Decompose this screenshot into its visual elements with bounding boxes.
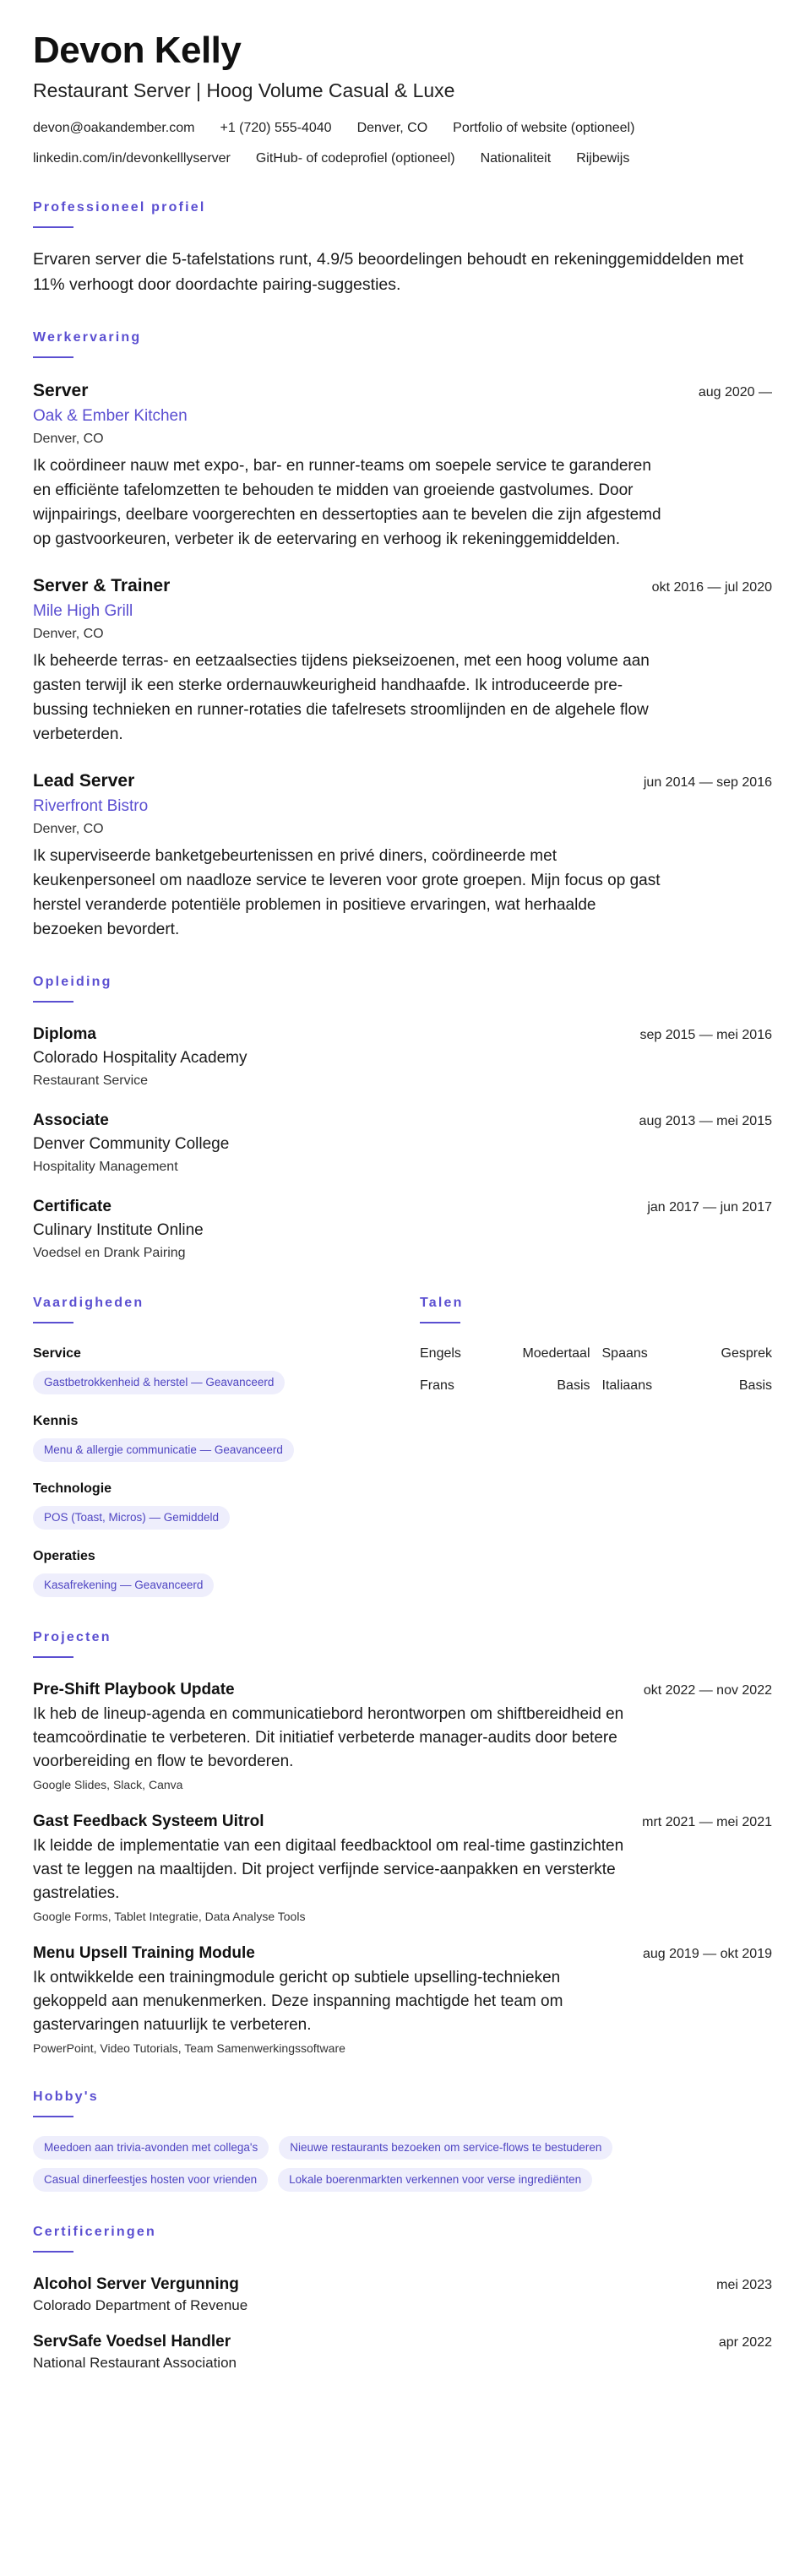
hobbies-section	[33, 2089, 772, 2192]
education-field: Voedsel en Drank Pairing	[33, 1246, 186, 1260]
language-item	[420, 1378, 590, 1394]
education-entry	[33, 1111, 772, 1177]
project-name: Pre-Shift Playbook Update	[33, 1681, 235, 1698]
education-entry	[33, 1024, 772, 1090]
contact-linkedin[interactable]: linkedin.com/in/devonkelllyserver	[33, 151, 231, 166]
job-date: aug 2020 —	[698, 385, 772, 399]
contact-phone[interactable]: +1 (720) 555-4040	[220, 121, 332, 135]
profile-section	[33, 199, 772, 297]
language-level: Moedertaal	[522, 1346, 590, 1361]
education-degree: Certificate	[33, 1198, 112, 1215]
job-location: Denver, CO	[33, 432, 104, 446]
certification-issuer: National Restaurant Association	[33, 2355, 237, 2371]
education-entry	[33, 1197, 772, 1263]
project-tools: PowerPoint, Video Tutorials, Team Samenwerkingssoftware	[33, 2041, 345, 2055]
skill-category: Service	[33, 1346, 81, 1361]
job-title: Server	[33, 381, 89, 400]
education-degree: Associate	[33, 1111, 109, 1129]
section-divider	[33, 226, 73, 228]
section-title: Talen	[420, 1296, 464, 1310]
skill-category: Kennis	[33, 1414, 79, 1428]
projects-section	[33, 1629, 772, 2057]
section-title: Certificeringen	[33, 2225, 156, 2239]
experience-section	[33, 329, 772, 942]
experience-entry	[33, 380, 772, 552]
job-location: Denver, CO	[33, 822, 104, 836]
section-divider	[33, 2116, 73, 2117]
hobby-chip: Casual dinerfeestjes hosten voor vrienden	[33, 2168, 268, 2192]
certification-date: mei 2023	[716, 2278, 772, 2292]
certification-entry	[33, 2274, 772, 2315]
language-item	[602, 1378, 773, 1394]
hobby-list	[33, 2136, 772, 2192]
section-title: Professioneel profiel	[33, 200, 206, 215]
language-name: Italiaans	[601, 1378, 653, 1393]
section-title: Werkervaring	[33, 330, 142, 345]
certification-name: ServSafe Voedsel Handler	[33, 2333, 231, 2350]
education-date: sep 2015 — mei 2016	[639, 1028, 772, 1042]
section-title: Vaardigheden	[33, 1296, 144, 1310]
project-date: mrt 2021 — mei 2021	[642, 1815, 772, 1829]
section-divider	[33, 1001, 73, 1003]
skill-group	[33, 1548, 420, 1597]
section-divider	[33, 2251, 73, 2253]
project-name: Gast Feedback Systeem Uitrol	[33, 1812, 264, 1830]
project-tools: Google Slides, Slack, Canva	[33, 1778, 183, 1791]
section-divider	[420, 1322, 460, 1323]
job-date: jun 2014 — sep 2016	[643, 775, 772, 790]
language-item	[602, 1345, 773, 1362]
skill-chip: Kasafrekening — Geavanceerd	[33, 1573, 214, 1597]
section-divider	[33, 356, 73, 358]
language-name: Spaans	[601, 1346, 648, 1361]
skill-group	[33, 1481, 420, 1530]
education-school: Denver Community College	[33, 1135, 230, 1153]
contact-list	[33, 120, 772, 167]
skill-category: Technologie	[33, 1481, 112, 1496]
skill-chip: Gastbetrokkenheid & herstel — Geavanceerd	[33, 1371, 285, 1394]
skill-chip: POS (Toast, Micros) — Gemiddeld	[33, 1506, 230, 1530]
project-tools: Google Forms, Tablet Integratie, Data Analyse Tools	[33, 1910, 306, 1923]
job-description: Ik coördineer nauw met expo-, bar- en runner-teams om soepele service te garanderen en efficiënte tafelomzetten te behouden te midden van groeiende gastvolumes. Door wijnpairings, deelbare voorgerechten en dessertopties aan te bevelen die zijn afgestemd op gastvoorkeuren, verbeter ik de eetervaring en verhoog ik rekeninggemiddelden.	[33, 457, 661, 548]
education-date: jan 2017 — jun 2017	[647, 1200, 772, 1215]
project-entry	[33, 1943, 772, 2057]
education-section	[33, 974, 772, 1263]
contact-portfolio[interactable]: Portfolio of website (optioneel)	[453, 121, 635, 135]
skills-languages-row	[33, 1295, 772, 1597]
skill-chip: Menu & allergie communicatie — Geavanceerd	[33, 1438, 294, 1462]
experience-entry	[33, 770, 772, 942]
certification-date: apr 2022	[718, 2335, 772, 2350]
contact-location: Denver, CO	[356, 121, 428, 135]
skill-category: Operaties	[33, 1549, 95, 1563]
job-company: Riverfront Bistro	[33, 797, 149, 815]
contact-github[interactable]: GitHub- of codeprofiel (optioneel)	[255, 151, 455, 166]
education-degree: Diploma	[33, 1025, 96, 1043]
section-title: Hobby's	[33, 2090, 99, 2104]
language-item	[420, 1345, 590, 1362]
project-description: Ik ontwikkelde een trainingmodule gericht op subtiele upselling-technieken gekoppeld aan menukenmerken. Deze inspanning machtigde het team om gastervaringen natuurlijk te verbeteren.	[33, 1969, 563, 2034]
project-entry	[33, 1812, 772, 1925]
section-divider	[33, 1656, 73, 1658]
language-list	[420, 1345, 772, 1394]
contact-nationality: Nationaliteit	[480, 151, 552, 166]
certification-name: Alcohol Server Vergunning	[33, 2275, 239, 2293]
job-date: okt 2016 — jul 2020	[651, 580, 772, 595]
language-name: Engels	[420, 1346, 461, 1361]
certification-entry	[33, 2332, 772, 2372]
education-school: Culinary Institute Online	[33, 1221, 204, 1239]
education-field: Hospitality Management	[33, 1160, 178, 1174]
section-title: Projecten	[33, 1630, 112, 1644]
hobby-chip: Lokale boerenmarkten verkennen voor verse ingrediënten	[278, 2168, 592, 2192]
skill-group	[33, 1413, 420, 1462]
job-title: Server & Trainer	[33, 576, 171, 595]
language-level: Basis	[738, 1378, 772, 1393]
section-title: Opleiding	[33, 975, 112, 989]
certifications-section	[33, 2224, 772, 2372]
job-location: Denver, CO	[33, 627, 104, 641]
language-name: Frans	[420, 1378, 454, 1393]
project-entry	[33, 1680, 772, 1793]
hobby-chip: Meedoen aan trivia-avonden met collega's	[33, 2136, 269, 2160]
project-date: okt 2022 — nov 2022	[643, 1683, 772, 1698]
education-date: aug 2013 — mei 2015	[639, 1114, 772, 1128]
project-description: Ik leidde de implementatie van een digitaal feedbacktool om real-time gastinzichten vast te leggen na maaltijden. Dit project verfijnde service-aanpakken en versterkte gastrelaties.	[33, 1837, 624, 1902]
project-description: Ik heb de lineup-agenda en communicatiebord herontworpen om shiftbereidheid en teamcoördinatie te verbeteren. Dit initiatief verbeterde manager-audits door betere voorbereiding en flow te bevorderen.	[33, 1705, 624, 1770]
contact-email[interactable]: devon@oakandember.com	[33, 121, 195, 135]
language-level: Basis	[557, 1378, 590, 1393]
job-title: Lead Server	[33, 771, 135, 791]
contact-drivers-license: Rijbewijs	[576, 151, 630, 166]
candidate-name: Devon Kelly	[33, 30, 242, 71]
job-description: Ik superviseerde banketgebeurtenissen en privé diners, coördineerde met keukenpersoneel om naadloze service te leveren voor grote groepen. Mijn focus op gast herstel veranderde potentiële problemen in positieve ervaringen, wat herhaalde bezoeken bevordert.	[33, 847, 661, 938]
education-school: Colorado Hospitality Academy	[33, 1049, 247, 1067]
job-company: Mile High Grill	[33, 602, 133, 620]
job-company: Oak & Ember Kitchen	[33, 407, 188, 425]
skills-section	[33, 1295, 420, 1597]
skill-group	[33, 1345, 420, 1394]
education-field: Restaurant Service	[33, 1073, 149, 1088]
experience-entry	[33, 575, 772, 747]
section-divider	[33, 1322, 73, 1323]
profile-summary: Ervaren server die 5-tafelstations runt, 4.9/5 beoordelingen behoudt en rekeninggemiddelden met 11% verhoogt door doordachte pairing-suggesties.	[33, 250, 744, 294]
hobby-chip: Nieuwe restaurants bezoeken om service-flows te bestuderen	[279, 2136, 612, 2160]
certification-issuer: Colorado Department of Revenue	[33, 2297, 248, 2313]
candidate-headline: Restaurant Server | Hoog Volume Casual & Luxe	[33, 79, 455, 101]
language-level: Gesprek	[721, 1346, 772, 1361]
resume-header	[33, 29, 772, 167]
job-description: Ik beheerde terras- en eetzaalsecties tijdens piekseizoenen, met een hoog volume aan gasten terwijl ik een sterke ordernauwkeurigheid handhaafde. Ik introduceerde pre-bussing technieken en runner-rotaties die tafelresets stroomlijnden en de algehele flow verbeterden.	[33, 652, 650, 743]
project-name: Menu Upsell Training Module	[33, 1944, 255, 1962]
project-date: aug 2019 — okt 2019	[642, 1947, 772, 1961]
languages-section	[420, 1295, 772, 1597]
